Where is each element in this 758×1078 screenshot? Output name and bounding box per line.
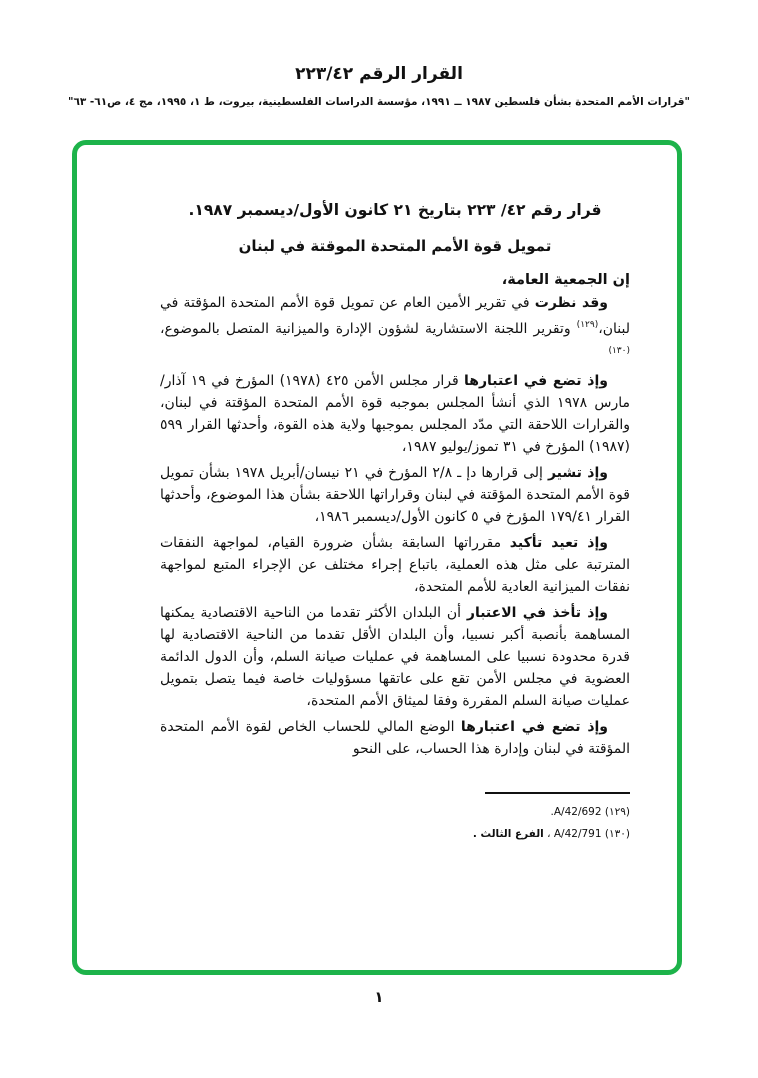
text-segment: وإذ تأخذ في الاعتبار [466,605,608,621]
page-title: القرار الرقم ٢٢٣/٤٢ [295,64,463,84]
text-segment: الوضع المالي للحساب الخاص لقوة الأمم المتحدة المؤقتة في لبنان وإدارة هذا الحساب، على النحو [160,719,630,757]
text-segment: A/42/791 [553,828,602,840]
document-header [0,64,758,108]
resolution-box [72,140,682,975]
text-segment: وتقرير اللجنة الاستشارية لشؤون الإدارة والميزانية المتصل بالموضوع، [160,321,577,337]
text-segment: وإذ تضع في اعتبارها [463,373,608,389]
text-segment: في تقرير الأمين العام عن تمويل قوة الأمم المتحدة المؤقتة في لبنان، [160,295,630,337]
footnote-item [160,801,630,823]
resolution-title: قرار رقم ٤٢/ ٢٢٣ بتاريخ ٢١ كانون الأول/ديسمبر ١٩٨٧. [188,201,602,219]
text-segment: (١٢٩) [601,806,630,818]
text-segment: أن البلدان الأكثر تقدما من الناحية الاقتصادية يمكنها المساهمة بأنصبة أكبر نسبيا، وأن البلدان الأقل تقدما من الناحية الاقتصادية لها قدرة محدودة نسبيا على المساهمة في عمليات صيانة السلم، وأن الدول الدائمة العضوية في مجلس الأمن تقع على عاتقها مسؤوليات خاصة فيما يتصل بتمويل عمليات صيانة السلم المقررة وفقا لميثاق الأمم المتحدة، [160,605,630,709]
text-segment: وإذ تعيد تأكيد [509,535,608,551]
footnote-ref: (١٣٠) [608,346,630,356]
text-segment: ، [543,828,554,840]
resolution-paragraph [160,532,630,598]
text-segment: إلى قرارها دإ ـ ٢/٨ المؤرخ في ٢١ نيسان/أبريل ١٩٧٨ بشأن تمويل قوة الأمم المتحدة المؤقتة في لبنان وقراراتها اللاحقة بشأن هذا الموضوع، وأحدثها القرار ١٧٩/٤١ المؤرخ في ٥ كانون الأول/ديسمبر ١٩٨٦، [160,465,630,525]
text-segment: الفرع الثالث . [472,828,544,840]
text-segment: وإذ تضع في اعتبارها [460,719,609,735]
resolution-paragraph [160,716,630,760]
resolution-paragraphs [160,292,630,760]
text-segment: مقرراتها السابقة بشأن ضرورة القيام، لمواجهة النفقات المترتبة على مثل هذه العملية، باتباع إجراء مختلف عن الإجراء المتبع لمواجهة نفقات الميزانية العادية للأمم المتحدة، [160,535,630,595]
footnote-list [160,801,630,845]
resolution-paragraph [160,292,630,366]
page-number: ١ [374,988,384,1006]
citation-line: "قرارات الأمم المتحدة بشأن فلسطين ١٩٨٧ ــ ١٩٩١، مؤسسة الدراسات الفلسطينية، بيروت، ط ١، ١٩٩٥، مج ٤، ص٦١- ٦٣" [67,96,691,108]
text-segment: (١٣٠) [601,828,630,840]
text-segment: A/42/692. [550,806,602,818]
resolution-opening: إن الجمعية العامة، [501,272,630,288]
text-segment: قرار مجلس الأمن ٤٢٥ (١٩٧٨) المؤرخ في ١٩ آذار/مارس ١٩٧٨ الذي أنشأ المجلس بموجبه قوة الأمم المتحدة المؤقتة في لبنان، والقرارات اللاحقة التي مدّد المجلس بموجبها ولاية هذه القوة، وأحدثها القرار ٥٩٩ (١٩٨٧) المؤرخ في ٣١ تموز/يوليو ١٩٨٧، [160,373,630,455]
footnote-area [160,792,630,845]
resolution-paragraph [160,370,630,458]
resolution-subject: تمويل قوة الأمم المتحدة الموقتة في لبنان [238,237,552,255]
text-segment: وإذ تشير [547,465,608,481]
resolution-paragraph [160,602,630,712]
footnote-separator-rule [485,792,630,794]
footnote-item [160,823,630,845]
footnote-ref: (١٢٩) [576,320,599,330]
text-segment: وقد نظرت [534,295,608,311]
resolution-paragraph [160,462,630,528]
resolution-content [77,145,677,845]
